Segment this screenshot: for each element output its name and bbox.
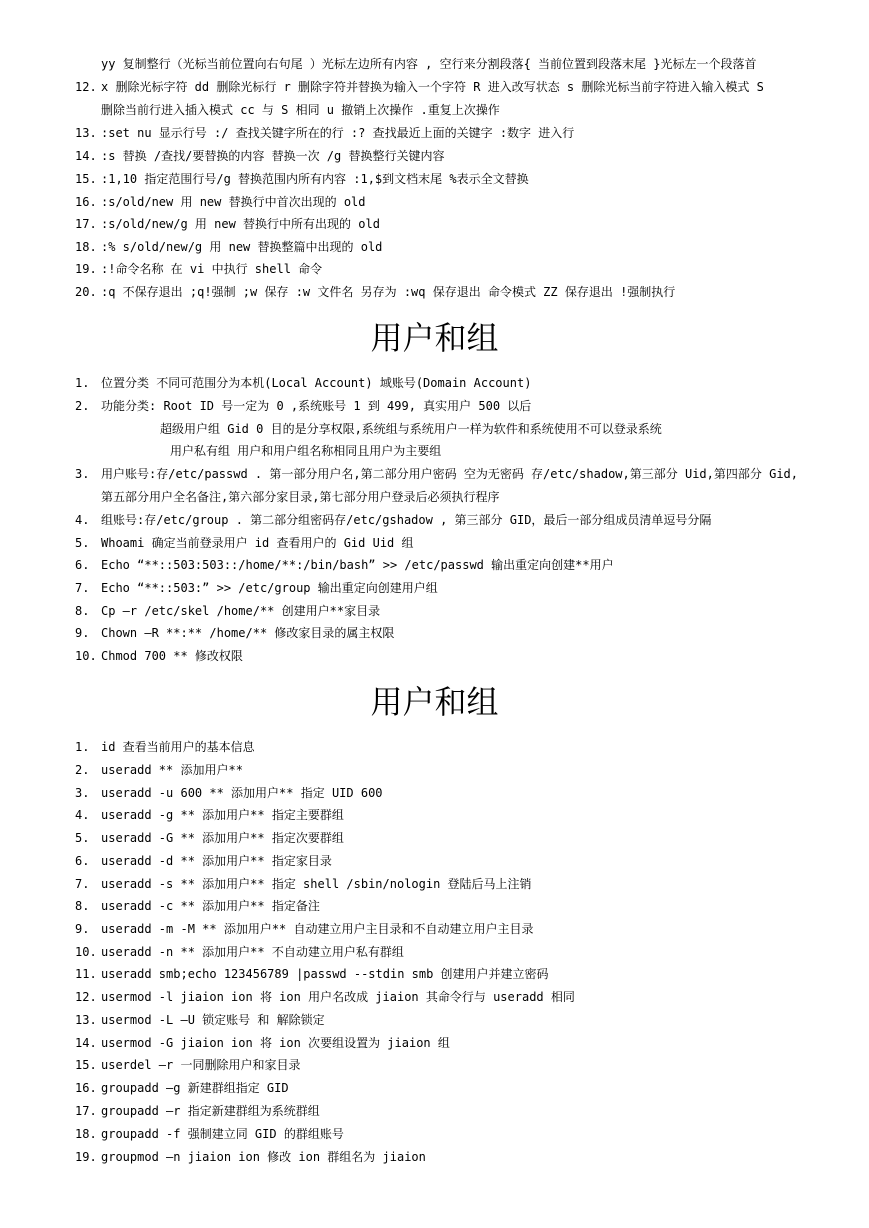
list-item-number: 2. [75,763,90,777]
list-item-text: :s/old/new/g 用 new 替换行中所有出现的 old [101,217,380,231]
list-item-number: 16. [75,1081,97,1095]
list-item-number: 5. [75,831,90,845]
list-item-number: 5. [75,536,90,550]
list-item-text: x 删除光标字符 dd 删除光标行 r 删除字符并替换为输入一个字符 R 进入改写状态 s 删除光标当前字符进入输入模式 S [101,80,764,94]
list-item-text: useradd -s ** 添加用户** 指定 shell /sbin/nologin 登陆后马上注销 [101,877,532,891]
list-item-text: userdel –r 一同删除用户和家目录 [101,1058,301,1072]
list-item-number: 17. [75,1104,97,1118]
list-item-number: 8. [75,604,90,618]
list-item-number: 19. [75,262,97,276]
list-item-number: 1. [75,740,90,754]
list-item-text: :!命令名称 在 vi 中执行 shell 命令 [101,262,323,276]
list-item-number: 4. [75,808,90,822]
list-item-text: useradd smb;echo 123456789 |passwd --stdin smb 创建用户并建立密码 [101,967,549,981]
list-item-number: 9. [75,922,90,936]
list-item-number: 15. [75,172,97,186]
list-item-text: useradd -G ** 添加用户** 指定次要群组 [101,831,344,845]
list-item-text: 超级用户组 Gid 0 目的是分享权限,系统组与系统用户一样为软件和系统使用不可以登录系统 [160,422,662,436]
list-item-text: usermod -G jiaion ion 将 ion 次要组设置为 jiaion 组 [101,1036,450,1050]
list-item-text: useradd -c ** 添加用户** 指定备注 [101,899,320,913]
list-item-text: 组账号:存/etc/group . 第二部分组密码存/etc/gshadow , 第三部分 GID，最后一部分组成员清单逗号分隔 [101,513,712,527]
list-item-text: Chmod 700 ** 修改权限 [101,649,243,663]
list-item-text: :s/old/new 用 new 替换行中首次出现的 old [101,195,366,209]
list-item-number: 6. [75,854,90,868]
list-item-text: groupadd -f 强制建立同 GID 的群组账号 [101,1127,344,1141]
list-item-text: :set nu 显示行号 :/ 查找关键字所在的行 :? 查找最近上面的关键字 :数字 进入行 [101,126,575,140]
list-item-text: useradd -m -M ** 添加用户** 自动建立用户主目录和不自动建立用户主目录 [101,922,534,936]
list-item-text: useradd -d ** 添加用户** 指定家目录 [101,854,332,868]
list-item-number: 7. [75,877,90,891]
list-item-number: 1. [75,376,90,390]
list-item-text: useradd -u 600 ** 添加用户** 指定 UID 600 [101,786,383,800]
list-item-number: 10. [75,649,97,663]
list-item-number: 19. [75,1150,97,1164]
list-item-number: 12. [75,80,97,94]
list-item-number: 16. [75,195,97,209]
list-item-number: 2. [75,399,90,413]
list-item-text: yy 复制整行（光标当前位置向右句尾 ）光标左边所有内容 , 空行来分割段落{ 当前位置到段落末尾 }光标左一个段落首 [101,57,757,71]
list-item-text: :s 替换 /查找/要替换的内容 替换一次 /g 替换整行关键内容 [101,149,445,163]
list-item-number: 13. [75,126,97,140]
list-item-text: 第五部分用户全名备注,第六部分家目录,第七部分用户登录后必须执行程序 [101,490,500,504]
list-item-number: 4. [75,513,90,527]
list-item-number: 15. [75,1058,97,1072]
list-item-text: Chown –R **:** /home/** 修改家目录的属主权限 [101,626,395,640]
list-item-number: 9. [75,626,90,640]
list-item-number: 17. [75,217,97,231]
section-heading: 用户和组 [370,319,499,357]
list-item-number: 14. [75,149,97,163]
list-item-number: 14. [75,1036,97,1050]
list-item-number: 3. [75,467,90,481]
list-item-number: 18. [75,240,97,254]
list-item-text: usermod -l jiaion ion 将 ion 用户名改成 jiaion 其命令行与 useradd 相同 [101,990,575,1004]
list-item-text: 位置分类 不同可范围分为本机(Local Account) 域账号(Domain Account) [101,376,532,390]
list-item-text: usermod -L –U 锁定账号 和 解除锁定 [101,1013,325,1027]
list-item-number: 18. [75,1127,97,1141]
list-item-text: groupadd –r 指定新建群组为系统群组 [101,1104,320,1118]
list-item-number: 8. [75,899,90,913]
list-item-number: 10. [75,945,97,959]
list-item-number: 11. [75,967,97,981]
list-item-number: 3. [75,786,90,800]
list-item-number: 12. [75,990,97,1004]
list-item-text: 功能分类: Root ID 号一定为 0 ,系统账号 1 到 499, 真实用户 500 以后 [101,399,532,413]
list-item-text: Whoami 确定当前登录用户 id 查看用户的 Gid Uid 组 [101,536,414,550]
list-item-text: groupmod –n jiaion ion 修改 ion 群组名为 jiaion [101,1150,426,1164]
list-item-text: :% s/old/new/g 用 new 替换整篇中出现的 old [101,240,383,254]
list-item-text: Cp –r /etc/skel /home/** 创建用户**家目录 [101,604,381,618]
list-item-number: 6. [75,558,90,572]
list-item-text: :q 不保存退出 ;q!强制 ;w 保存 :w 文件名 另存为 :wq 保存退出 命令模式 ZZ 保存退出 !强制执行 [101,285,676,299]
list-item-text: 用户私有组 用户和用户组名称相同且用户为主要组 [170,444,442,458]
list-item-text: groupadd –g 新建群组指定 GID [101,1081,289,1095]
list-item-text: useradd ** 添加用户** [101,763,243,777]
section-heading: 用户和组 [370,683,499,721]
list-item-text: useradd -g ** 添加用户** 指定主要群组 [101,808,344,822]
list-item-number: 13. [75,1013,97,1027]
list-item-text: useradd -n ** 添加用户** 不自动建立用户私有群组 [101,945,404,959]
list-item-text: Echo “**::503:” >> /etc/group 输出重定向创建用户组 [101,581,438,595]
list-item-text: id 查看当前用户的基本信息 [101,740,255,754]
list-item-text: :1,10 指定范围行号/g 替换范围内所有内容 :1,$到文档末尾 %表示全文替换 [101,172,529,186]
list-item-number: 20. [75,285,97,299]
list-item-text: Echo “**::503:503::/home/**:/bin/bash” >> /etc/passwd 输出重定向创建**用户 [101,558,614,572]
list-item-text: 删除当前行进入插入模式 cc 与 S 相同 u 撤销上次操作 .重复上次操作 [101,103,500,117]
list-item-number: 7. [75,581,90,595]
list-item-text: 用户账号:存/etc/passwd . 第一部分用户名,第二部分用户密码 空为无密码 存/etc/shadow,第三部分 Uid,第四部分 Gid, [101,467,798,481]
